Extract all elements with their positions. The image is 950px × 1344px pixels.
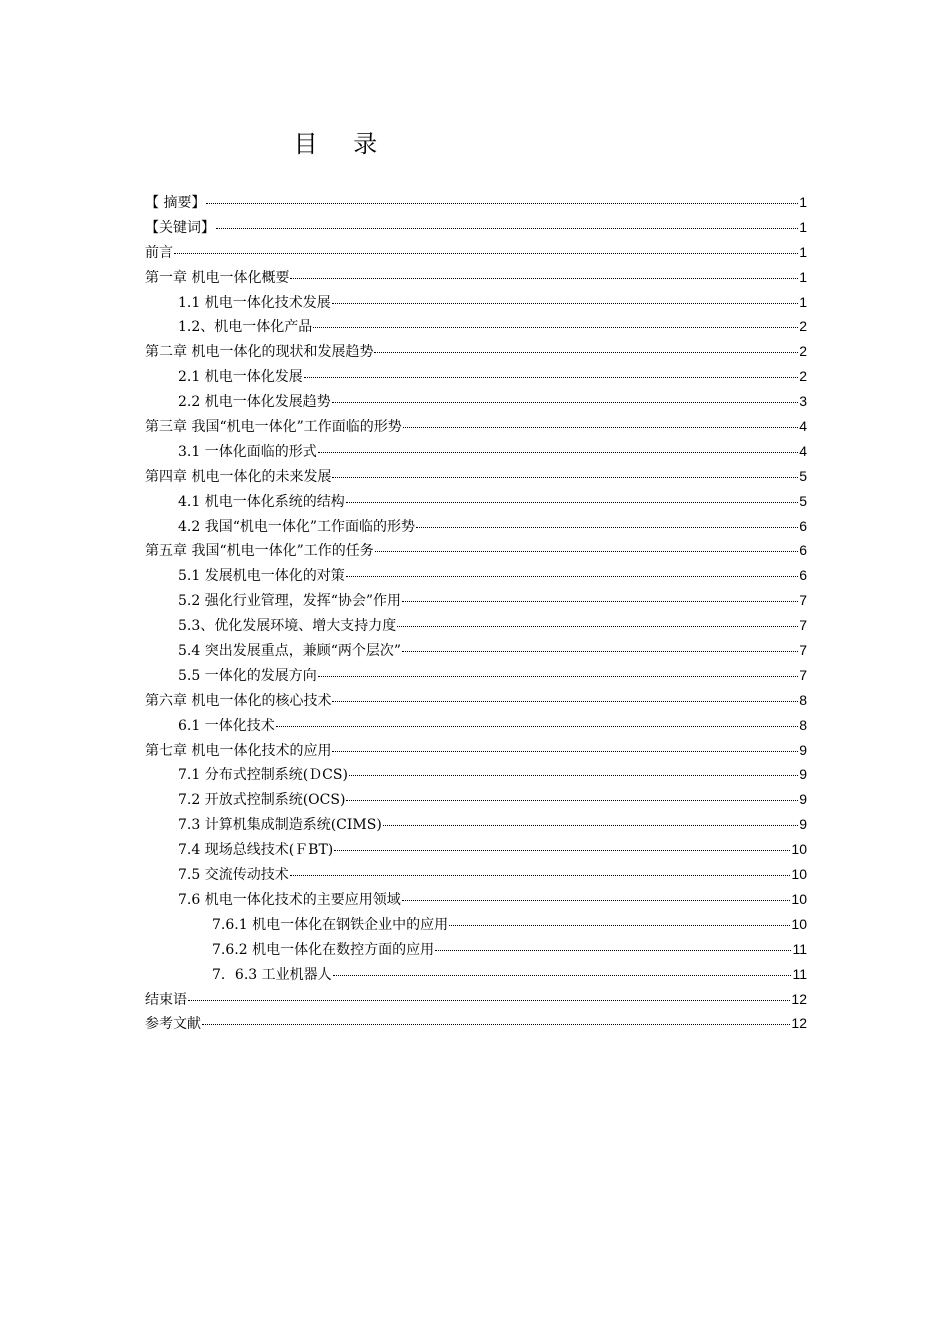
toc-entry[interactable] <box>145 787 807 812</box>
toc-entry[interactable] <box>145 837 807 862</box>
toc-entry-page-number: 7 <box>799 592 807 609</box>
toc-entry-page-number: 7 <box>799 666 807 683</box>
dot-leader <box>349 775 798 776</box>
toc-entry-text: 5.1 发展机电一体化的对策 <box>178 568 345 585</box>
toc-entry-text: 第七章 机电一体化技术的应用 <box>145 742 332 759</box>
dot-leader <box>216 228 798 229</box>
toc-entry-page-number: 9 <box>799 766 807 783</box>
toc-entry-text: 结束语 <box>145 991 187 1008</box>
toc-entry-text: 2.1 机电一体化发展 <box>178 369 303 386</box>
toc-entry[interactable] <box>145 464 807 489</box>
toc-entry[interactable] <box>145 364 807 389</box>
dot-leader <box>188 1000 790 1001</box>
toc-entry-text: 7．6.3 工业机器人 <box>212 966 332 983</box>
dot-leader <box>318 452 798 453</box>
dot-leader <box>403 427 798 428</box>
toc-entry-page-number: 4 <box>799 442 807 459</box>
dot-leader <box>383 825 798 826</box>
toc-entry-page-number: 4 <box>799 418 807 435</box>
toc-entry-page-number: 2 <box>799 368 807 385</box>
toc-entry[interactable] <box>145 937 807 962</box>
toc-entry-text: 1.2、机电一体化产品 <box>178 319 313 336</box>
toc-entry-page-number: 6 <box>799 567 807 584</box>
toc-entry[interactable] <box>145 190 807 215</box>
toc-entry[interactable] <box>145 962 807 987</box>
toc-entry[interactable] <box>145 613 807 638</box>
dot-leader <box>174 253 798 254</box>
toc-entry-text: 7.5 交流传动技术 <box>178 867 289 884</box>
toc-entry[interactable] <box>145 563 807 588</box>
toc-entry-text: 【关键词】 <box>145 219 215 236</box>
toc-entry-text: 第五章 我国“机电一体化”工作的任务 <box>145 543 374 560</box>
toc-entry-page-number: 11 <box>792 965 807 982</box>
dot-leader <box>332 751 798 752</box>
toc-entry[interactable] <box>145 265 807 290</box>
toc-entry[interactable] <box>145 489 807 514</box>
dot-leader <box>332 303 798 304</box>
toc-entry-text: 第四章 机电一体化的未来发展 <box>145 468 332 485</box>
toc-entry[interactable] <box>145 1011 807 1036</box>
toc-entry[interactable] <box>145 290 807 315</box>
toc-entry-page-number: 9 <box>799 816 807 833</box>
toc-entry-page-number: 1 <box>799 243 807 260</box>
toc-entry[interactable] <box>145 638 807 663</box>
toc-entry-page-number: 8 <box>799 691 807 708</box>
toc-entry-text: 5.3、优化发展环境、增大支持力度 <box>178 618 397 635</box>
dot-leader <box>402 900 791 901</box>
dot-leader <box>375 551 798 552</box>
toc-entry-text: 参考文献 <box>145 1016 201 1033</box>
toc-entry-text: 7.6.1 机电一体化在钢铁企业中的应用 <box>212 916 449 933</box>
dot-leader <box>332 701 798 702</box>
dot-leader <box>334 850 790 851</box>
toc-entry-page-number: 5 <box>799 467 807 484</box>
toc-entry[interactable] <box>145 514 807 539</box>
toc-entry-page-number: 9 <box>799 791 807 808</box>
toc-entry-text: 7.1 分布式控制系统(ＤCS) <box>178 767 348 784</box>
dot-leader <box>332 477 798 478</box>
toc-entry[interactable] <box>145 240 807 265</box>
toc-entry-text: 7.6 机电一体化技术的主要应用领域 <box>178 891 401 908</box>
toc-entry-page-number: 6 <box>799 517 807 534</box>
dot-leader <box>402 601 798 602</box>
toc-entry-page-number: 10 <box>791 841 807 858</box>
toc-entry[interactable] <box>145 314 807 339</box>
toc-entry-text: 第一章 机电一体化概要 <box>145 269 290 286</box>
dot-leader <box>402 651 798 652</box>
dot-leader <box>449 925 790 926</box>
toc-entry[interactable] <box>145 887 807 912</box>
toc-entry-text: 第二章 机电一体化的现状和发展趋势 <box>145 344 374 361</box>
dot-leader <box>346 502 798 503</box>
dot-leader <box>346 800 798 801</box>
toc-entry-text: 第六章 机电一体化的核心技术 <box>145 692 332 709</box>
toc-entry[interactable] <box>145 738 807 763</box>
dot-leader <box>276 726 798 727</box>
toc-entry[interactable] <box>145 339 807 364</box>
toc-entry[interactable] <box>145 439 807 464</box>
toc-entry-page-number: 7 <box>799 642 807 659</box>
dot-leader <box>304 377 798 378</box>
toc-entry-text: 7.2 开放式控制系统(OCS) <box>178 792 346 809</box>
toc-entry-text: 7.3 计算机集成制造系统(CIMS) <box>178 817 382 834</box>
toc-entry-page-number: 7 <box>799 617 807 634</box>
toc-entry[interactable] <box>145 912 807 937</box>
dot-leader <box>206 203 798 204</box>
toc-entry-page-number: 5 <box>799 492 807 509</box>
toc-entry-text: 前言 <box>145 244 173 261</box>
toc-entry[interactable] <box>145 862 807 887</box>
toc-entry-page-number: 11 <box>792 940 807 957</box>
toc-entry-text: 【 摘要】 <box>145 195 206 211</box>
toc-entry-text: 3.1 一体化面临的形式 <box>178 443 317 460</box>
toc-entry-text: 6.1 一体化技术 <box>178 717 275 734</box>
toc-entry[interactable] <box>145 762 807 787</box>
dot-leader <box>346 576 798 577</box>
toc-entry[interactable] <box>145 812 807 837</box>
toc-entry-page-number: 10 <box>791 890 807 907</box>
toc-entry-page-number: 1 <box>799 218 807 235</box>
dot-leader <box>318 676 798 677</box>
toc-entry[interactable] <box>145 663 807 688</box>
toc-entry-text: 1.1 机电一体化技术发展 <box>178 294 331 311</box>
toc-entry-text: 5.5 一体化的发展方向 <box>178 667 317 684</box>
dot-leader <box>397 626 798 627</box>
toc-entry-page-number: 8 <box>799 716 807 733</box>
toc-entry[interactable] <box>145 414 807 439</box>
toc-entry[interactable] <box>145 389 807 414</box>
dot-leader <box>290 278 798 279</box>
toc-entry-text: 7.6.2 机电一体化在数控方面的应用 <box>212 941 435 958</box>
toc-entry-page-number: 12 <box>791 990 807 1007</box>
toc-title: 目 录 <box>293 130 392 158</box>
dot-leader <box>374 352 798 353</box>
toc-entry-page-number: 1 <box>799 268 807 285</box>
table-of-contents <box>145 190 807 1036</box>
toc-entry-page-number: 9 <box>799 741 807 758</box>
toc-entry-text: 4.2 我国“机电一体化”工作面临的形势 <box>178 518 416 535</box>
toc-entry-page-number: 2 <box>799 343 807 360</box>
toc-entry-text: 7.4 现场总线技术(ＦBT) <box>178 842 334 859</box>
toc-entry-text: 第三章 我国“机电一体化”工作面临的形势 <box>145 419 402 436</box>
toc-entry[interactable] <box>145 538 807 563</box>
toc-entry-text: 5.4 突出发展重点，兼顾“两个层次” <box>178 643 402 660</box>
dot-leader <box>202 1024 790 1025</box>
toc-entry-text: 5.2 强化行业管理，发挥“协会”作用 <box>178 593 402 610</box>
toc-entry[interactable] <box>145 588 807 613</box>
dot-leader <box>313 327 798 328</box>
dot-leader <box>332 402 798 403</box>
toc-entry-page-number: 2 <box>799 318 807 335</box>
dot-leader <box>416 527 798 528</box>
toc-entry[interactable] <box>145 688 807 713</box>
dot-leader <box>435 950 791 951</box>
toc-entry-text: 4.1 机电一体化系统的结构 <box>178 493 345 510</box>
toc-entry-page-number: 6 <box>799 542 807 559</box>
dot-leader <box>290 875 791 876</box>
toc-entry-page-number: 3 <box>799 393 807 410</box>
toc-entry[interactable] <box>145 987 807 1012</box>
toc-entry-page-number: 12 <box>791 1015 807 1032</box>
dot-leader <box>333 975 792 976</box>
toc-entry-page-number: 10 <box>791 915 807 932</box>
toc-entry[interactable] <box>145 713 807 738</box>
toc-entry[interactable] <box>145 215 807 240</box>
toc-entry-page-number: 1 <box>799 293 807 310</box>
toc-entry-page-number: 1 <box>799 194 807 210</box>
toc-entry-text: 2.2 机电一体化发展趋势 <box>178 394 331 411</box>
toc-entry-page-number: 10 <box>791 866 807 883</box>
